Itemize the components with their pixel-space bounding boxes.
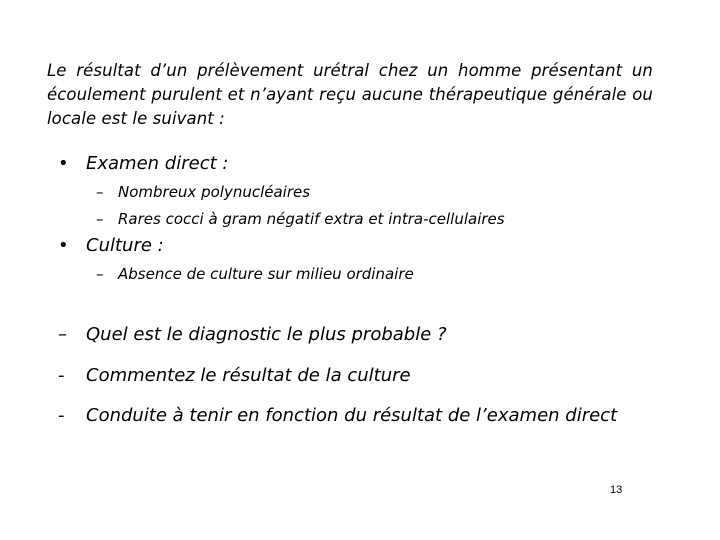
page-number: 13: [610, 484, 623, 496]
list-item-text: Nombreux polynucléaires: [118, 183, 311, 201]
dash-icon: –: [96, 183, 104, 201]
bullet-icon: •: [58, 235, 69, 256]
question-conduite: [58, 404, 617, 428]
dash-icon: –: [96, 210, 104, 228]
question-diagnostic: [58, 323, 447, 347]
question-text: Quel est le diagnostic le plus probable ?: [86, 324, 447, 345]
list-item: [96, 182, 310, 202]
dash-icon: -: [58, 365, 65, 386]
bullet-icon: •: [58, 153, 69, 174]
question-text: Conduite à tenir en fonction du résultat de l’examen direct: [86, 405, 618, 426]
list-item: [96, 209, 505, 229]
question-text: Commentez le résultat de la culture: [86, 365, 411, 386]
section-title: Examen direct :: [86, 153, 229, 174]
dash-icon: -: [58, 405, 65, 426]
section-culture: [58, 234, 164, 258]
list-item: [96, 264, 414, 284]
dash-icon: –: [96, 265, 104, 283]
question-culture: [58, 364, 411, 388]
section-title: Culture :: [86, 235, 164, 256]
case-description: Le résultat d’un prélèvement urétral chez un homme présentant un écoulement purulent et n’ayant reçu aucune thérapeutique générale ou locale est le suivant :: [47, 61, 653, 128]
dash-icon: –: [58, 324, 67, 345]
list-item-text: Rares cocci à gram négatif extra et intra-cellulaires: [118, 210, 505, 228]
section-examen-direct: [58, 152, 228, 176]
list-item-text: Absence de culture sur milieu ordinaire: [118, 265, 414, 283]
